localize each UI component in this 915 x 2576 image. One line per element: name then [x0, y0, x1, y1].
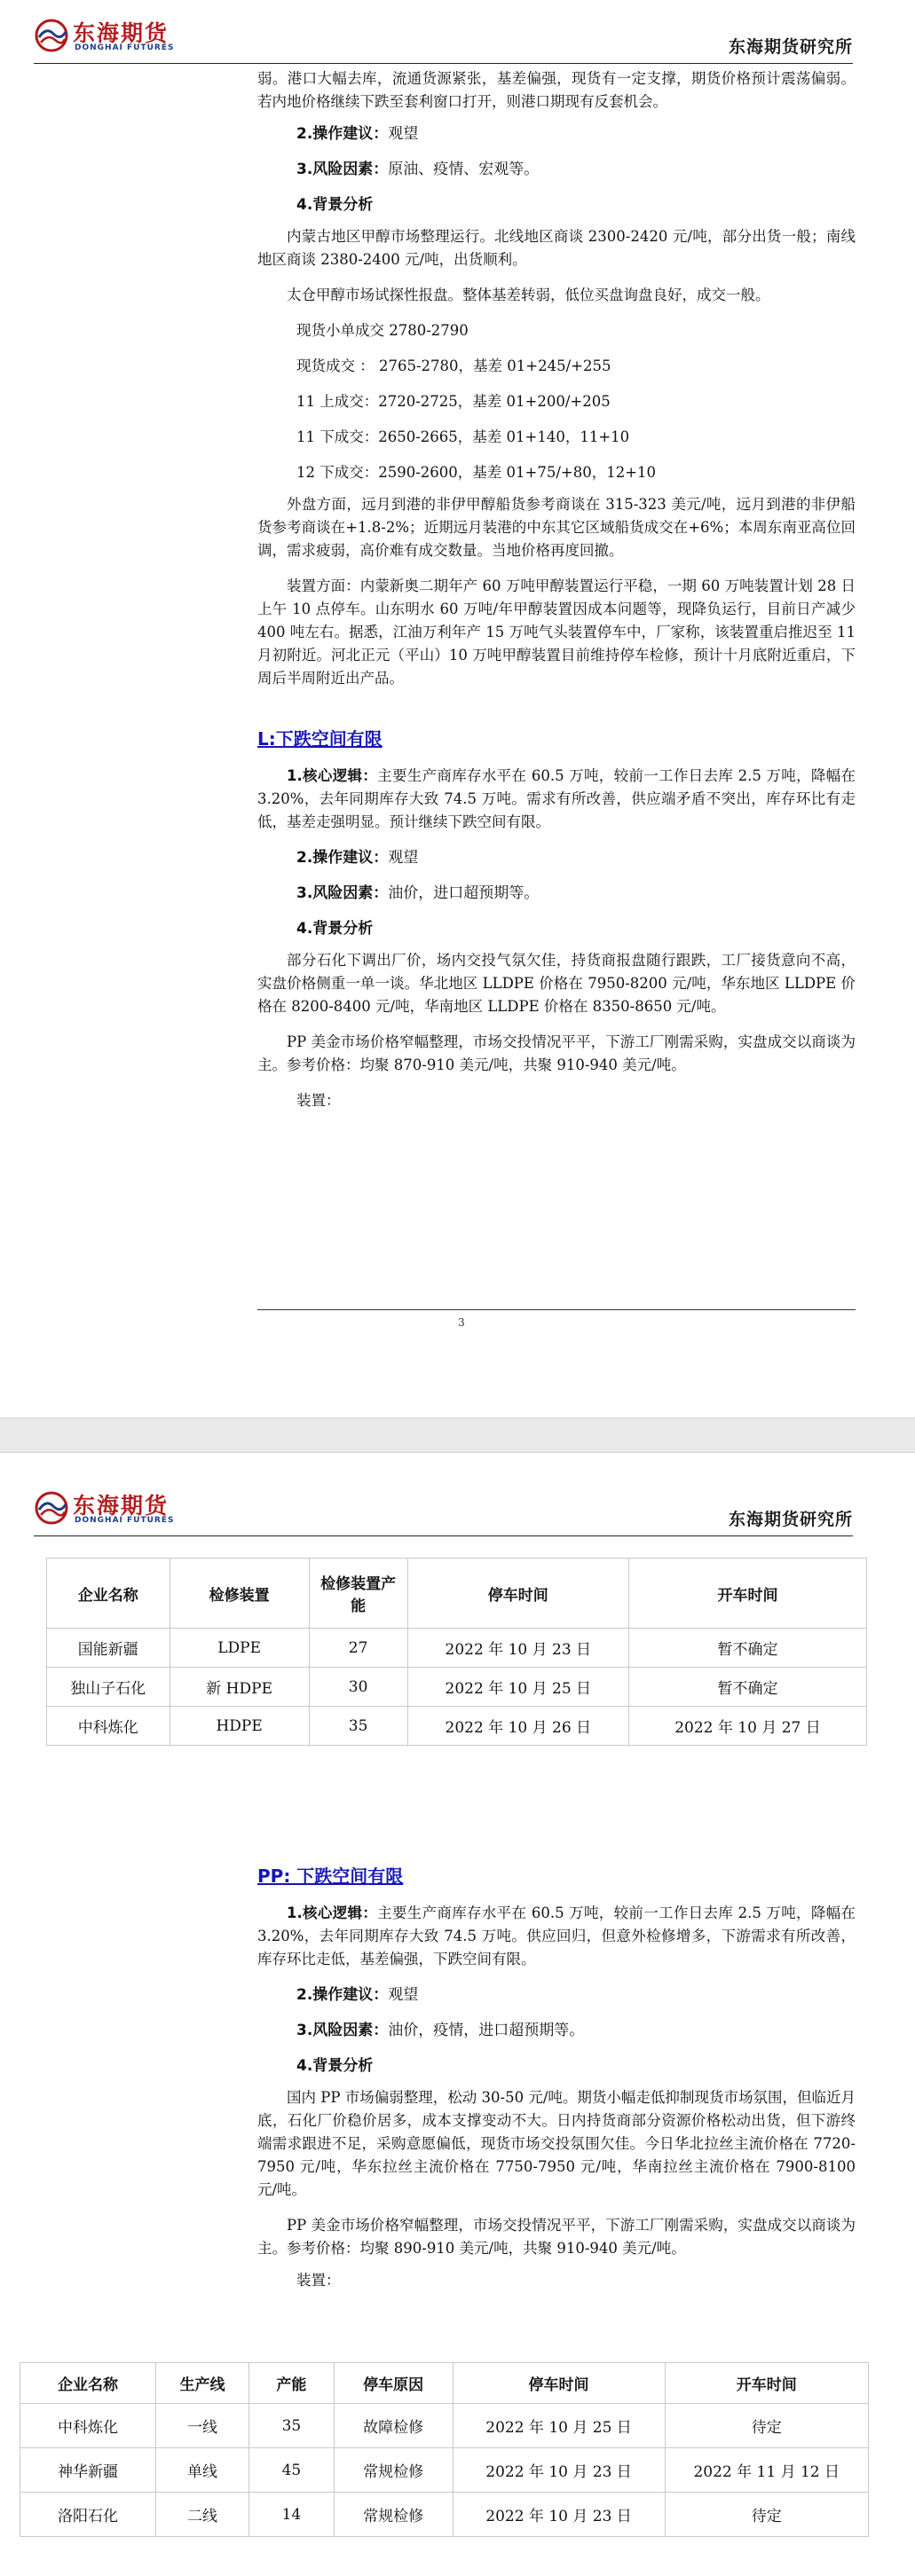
table-cell: 常规检修 — [334, 2448, 453, 2493]
lldpe-device-label: 装置： — [296, 1092, 341, 1109]
trade-line: 11 上成交：2720-2725，基差 01+200/+205 — [296, 393, 611, 410]
methanol-inner-mongolia-paragraph: 内蒙古地区甲醇市场整理运行。北线地区商谈 2300-2420 元/吨，部分出货一般；南线地区商谈 2380-2400 元/吨，出货顺利。 — [257, 228, 856, 268]
table-header-row — [47, 1559, 867, 1629]
table-cell: 35 — [249, 2404, 335, 2448]
logo-chinese-text: 东海期货 — [73, 20, 170, 46]
pp-domestic-paragraph: 国内 PP 市场偏弱整理，松动 30-50 元/吨。期货小幅走低抑制现货市场氛围，但临近月底，石化厂价稳价居多，成本支撑变动不大。日内持货商部分资源价格松动出货，但下游终端需求跟进不足，采购意愿偏低，现货市场交投氛围欠佳。今日华北拉丝主流价格在 7720-7950 元/吨，华东拉丝主流价格在 7750-7950 元/吨，华南拉丝主流价格在 7900-8100 元/吨。 — [257, 2089, 856, 2198]
methanol-risk-factors — [257, 158, 856, 181]
table-cell: 暂不确定 — [629, 1668, 867, 1707]
column-header: 停车时间 — [407, 1559, 628, 1629]
lldpe-maintenance-table — [46, 1558, 867, 1746]
table-cell: 2022 年 10 月 23 日 — [407, 1629, 628, 1668]
core-text: 主要生产商库存水平在 60.5 万吨，较前一工作日去库 2.5 万吨，降幅在 3.20%，去年同期库存大致 74.5 万吨。需求有所改善，供应端矛盾不突出，库存环比有走低，基差走强明显。预计继续下跌空间有限。 — [257, 767, 856, 830]
logo-english-text: DONGHAI FUTURES — [75, 43, 175, 52]
column-header: 停车原因 — [334, 2363, 453, 2404]
methanol-intro-paragraph: 弱。港口大幅去库，流通货源紧张，基差偏强，现货有一定支撑，期货价格预计震荡偏弱。若内地价格继续下跌至套利窗口打开，则港口期现有反套机会。 — [257, 70, 856, 110]
lldpe-core-logic — [257, 765, 856, 834]
pp-section — [257, 1863, 856, 2292]
table-cell: 30 — [309, 1668, 407, 1707]
core-text: 主要生产商库存水平在 60.5 万吨，较前一工作日去库 2.5 万吨，降幅在 3.20%，去年同期库存大致 74.5 万吨。供应回归，但意外检修增多，下游需求有所改善，库存环比走低，基差偏强，下跌空间有限。 — [257, 1905, 856, 1967]
core-label: 1.核心逻辑： — [287, 1905, 378, 1921]
footer-divider — [257, 1309, 856, 1310]
op-value: 观望 — [388, 1986, 419, 2004]
page-number: 3 — [458, 1316, 465, 1329]
table-row — [20, 2493, 869, 2537]
op-label: 2.操作建议： — [296, 849, 389, 867]
table-cell: 2022 年 10 月 23 日 — [453, 2448, 665, 2493]
institute-name: 东海期货研究所 — [728, 1510, 853, 1529]
table-cell: 中科炼化 — [47, 1707, 170, 1746]
trade-line: 12 下成交：2590-2600，基差 01+75/+80，12+10 — [296, 464, 657, 481]
methanol-overseas-paragraph: 外盘方面，远月到港的非伊甲醇船货参考商谈在 315-323 美元/吨，远月到港的非伊船货参考商谈在+1.8-2%；近期远月装港的中东其它区域船货成交在+6%；本周东南亚高位回调，需求疲弱，高价难有成交数量。当地价格再度回撤。 — [257, 496, 856, 559]
risk-label: 3.风险因素： — [296, 2022, 389, 2039]
company-logo — [34, 16, 183, 59]
company-logo — [34, 1488, 183, 1531]
table-cell: 2022 年 10 月 26 日 — [407, 1707, 628, 1746]
table-row — [47, 1707, 867, 1746]
pp-risk-factors — [257, 2019, 856, 2042]
table-cell: 2022 年 10 月 23 日 — [453, 2493, 665, 2537]
methanol-taicang-paragraph: 太仓甲醇市场试探性报盘。整体基差转弱，低位买盘询盘良好，成交一般。 — [287, 287, 770, 303]
table-cell: LDPE — [170, 1629, 309, 1668]
column-header: 开车时间 — [665, 2363, 868, 2404]
lldpe-risk-factors — [257, 882, 856, 905]
pp-usd-paragraph: PP 美金市场价格窄幅整理，市场交投情况平平，下游工厂刚需采购，实盘成交以商谈为主。参考价格：均聚 890-910 美元/吨，共聚 910-940 美元/吨。 — [257, 2217, 856, 2257]
page-header — [34, 1481, 853, 1536]
table-cell: 二线 — [155, 2493, 248, 2537]
table-cell: 新 HDPE — [170, 1668, 309, 1707]
risk-label: 3.风险因素： — [296, 884, 389, 902]
risk-value: 油价，进口超预期等。 — [388, 884, 540, 902]
logo-emblem-icon — [34, 1490, 69, 1526]
page-header — [34, 9, 853, 64]
table-row — [20, 2448, 869, 2493]
document-page-2 — [0, 1453, 915, 2576]
table-cell: 中科炼化 — [20, 2404, 156, 2448]
methanol-devices-paragraph: 装置方面：内蒙新奥二期年产 60 万吨甲醇装置运行平稳，一期 60 万吨装置计划 28 日上午 10 点停车。山东明水 60 万吨/年甲醇装置因成本问题等，现降负运行，目前日产减少 400 吨左右。据悉，江油万利年产 15 万吨气头装置停车中，厂家称，该装置重启推迟至 11 月初附近。河北正元（平山）10 万吨甲醇装置目前维持停车检修，预计十月底附近重启，下周后半周附近出产品。 — [257, 577, 856, 687]
trade-line: 现货成交 ： 2765-2780，基差 01+245/+255 — [296, 357, 611, 374]
table-cell: 14 — [249, 2493, 335, 2537]
trade-line: 11 下成交：2650-2665，基差 01+140，11+10 — [296, 428, 630, 445]
lldpe-background-heading: 4.背景分析 — [296, 920, 374, 938]
column-header: 检修装置 — [170, 1559, 309, 1629]
lldpe-operation-advice — [257, 846, 856, 869]
risk-label: 3.风险因素： — [296, 161, 389, 178]
table-cell: 45 — [249, 2448, 335, 2493]
methanol-operation-advice — [257, 122, 856, 145]
trade-line: 现货小单成交 2780-2790 — [296, 322, 469, 339]
table-cell: 2022 年 10 月 27 日 — [629, 1707, 867, 1746]
table-cell: HDPE — [170, 1707, 309, 1746]
table-cell: 故障检修 — [334, 2404, 453, 2448]
methanol-section — [257, 67, 856, 1112]
lldpe-section-title[interactable]: L:下跌空间有限 — [257, 728, 383, 750]
risk-value: 原油、疫情、宏观等。 — [388, 161, 540, 178]
column-header: 停车时间 — [453, 2363, 665, 2404]
core-label: 1.核心逻辑： — [287, 767, 378, 784]
table-cell: 2022 年 11 月 12 日 — [665, 2448, 868, 2493]
table-cell: 35 — [309, 1707, 407, 1746]
logo-emblem-icon — [34, 18, 69, 53]
table-cell: 一线 — [155, 2404, 248, 2448]
table-row — [47, 1668, 867, 1707]
logo-english-text: DONGHAI FUTURES — [75, 1516, 175, 1525]
table-cell: 待定 — [665, 2404, 868, 2448]
op-value: 观望 — [388, 125, 419, 143]
pp-background-heading: 4.背景分析 — [296, 2057, 374, 2075]
table-cell: 待定 — [665, 2493, 868, 2537]
institute-name: 东海期货研究所 — [728, 37, 853, 57]
page-separator — [0, 1418, 915, 1453]
table-cell: 神华新疆 — [20, 2448, 156, 2493]
lldpe-market-paragraph: 部分石化下调出厂价，场内交投气氛欠佳，持货商报盘随行跟跌，工厂接货意向不高，实盘价格侧重一单一谈。华北地区 LLDPE 价格在 7950-8200 元/吨，华东地区 LLDPE 价格在 8200-8400 元/吨，华南地区 LLDPE 价格在 8350-8650 元/吨。 — [257, 952, 856, 1015]
logo-chinese-text: 东海期货 — [73, 1493, 170, 1519]
column-header: 生产线 — [155, 2363, 248, 2404]
column-header: 产能 — [249, 2363, 335, 2404]
table-cell: 27 — [309, 1629, 407, 1668]
op-label: 2.操作建议： — [296, 125, 389, 143]
table-cell: 国能新疆 — [47, 1629, 170, 1668]
table-row — [20, 2404, 869, 2448]
table-cell: 常规检修 — [334, 2493, 453, 2537]
table-cell: 2022 年 10 月 25 日 — [407, 1668, 628, 1707]
column-header: 开车时间 — [629, 1559, 867, 1629]
table-header-row — [20, 2363, 869, 2404]
pp-core-logic — [257, 1902, 856, 1971]
column-header: 企业名称 — [47, 1559, 170, 1629]
table-cell: 暂不确定 — [629, 1629, 867, 1668]
methanol-background-heading: 4.背景分析 — [296, 196, 374, 214]
table-cell: 单线 — [155, 2448, 248, 2493]
pp-maintenance-table — [20, 2362, 869, 2537]
pp-device-label: 装置： — [296, 2272, 341, 2289]
column-header: 企业名称 — [20, 2363, 156, 2404]
table-cell: 独山子石化 — [47, 1668, 170, 1707]
risk-value: 油价，疫情，进口超预期等。 — [388, 2022, 585, 2039]
op-value: 观望 — [388, 849, 419, 867]
pp-section-title[interactable]: PP: 下跌空间有限 — [257, 1865, 404, 1887]
table-row — [47, 1629, 867, 1668]
lldpe-pp-usd-paragraph: PP 美金市场价格窄幅整理，市场交投情况平平，下游工厂刚需采购，实盘成交以商谈为主。参考价格：均聚 870-910 美元/吨，共聚 910-940 美元/吨。 — [257, 1033, 856, 1073]
op-label: 2.操作建议： — [296, 1986, 389, 2004]
pp-operation-advice — [257, 1983, 856, 2007]
table-cell: 2022 年 10 月 25 日 — [453, 2404, 665, 2448]
table-cell: 洛阳石化 — [20, 2493, 156, 2537]
column-header: 检修装置产能 — [309, 1559, 407, 1629]
